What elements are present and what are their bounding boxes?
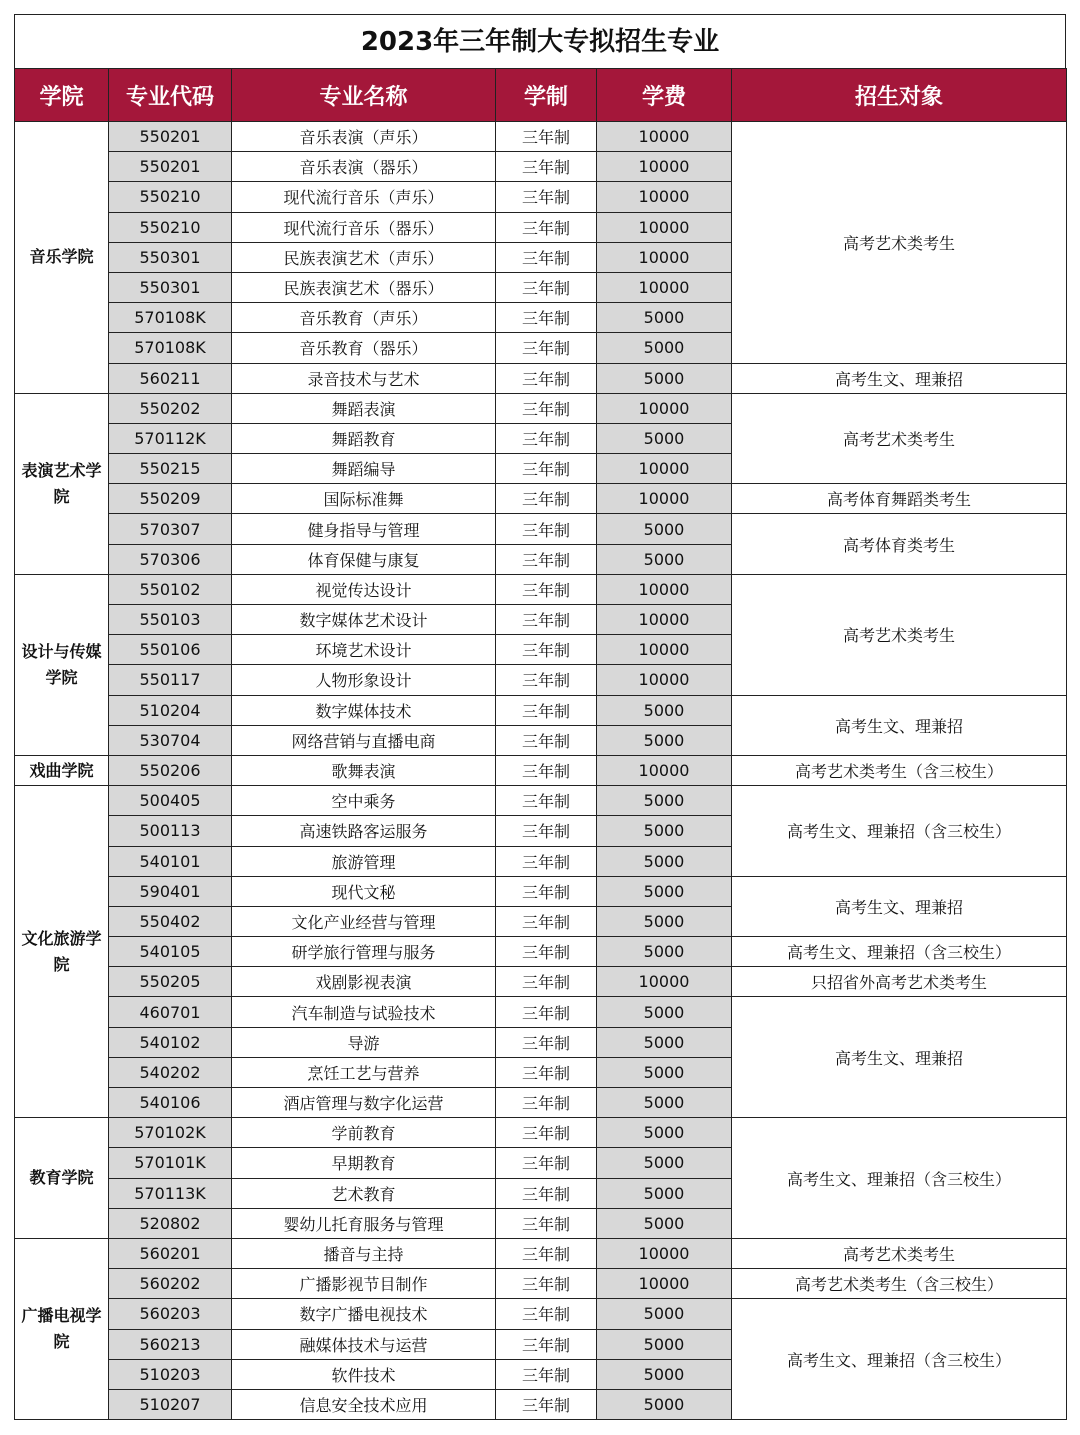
major-name-cell: 播音与主持 [232, 1238, 496, 1268]
major-code-cell: 550117 [109, 665, 232, 695]
duration-cell: 三年制 [496, 997, 597, 1027]
table-row [15, 484, 1067, 514]
tuition-cell: 5000 [597, 906, 732, 936]
tuition-cell: 5000 [597, 1027, 732, 1057]
table-row [15, 122, 1067, 152]
major-name-cell: 学前教育 [232, 1118, 496, 1148]
duration-cell: 三年制 [496, 514, 597, 544]
target-group-cell: 高考体育舞蹈类考生 [732, 484, 1067, 514]
major-name-cell: 研学旅行管理与服务 [232, 937, 496, 967]
major-name-cell: 旅游管理 [232, 846, 496, 876]
header-duration: 学制 [496, 69, 597, 122]
major-name-cell: 婴幼儿托育服务与管理 [232, 1208, 496, 1238]
duration-cell: 三年制 [496, 967, 597, 997]
duration-cell: 三年制 [496, 423, 597, 453]
table-row [15, 937, 1067, 967]
tuition-cell: 5000 [597, 1208, 732, 1238]
major-name-cell: 民族表演艺术（器乐） [232, 272, 496, 302]
duration-cell: 三年制 [496, 876, 597, 906]
major-name-cell: 舞蹈表演 [232, 393, 496, 423]
table-body [15, 122, 1067, 1420]
major-code-cell: 570113K [109, 1178, 232, 1208]
target-group-cell: 高考艺术类考生（含三校生） [732, 755, 1067, 785]
major-code-cell: 550201 [109, 152, 232, 182]
table-row [15, 363, 1067, 393]
tuition-cell: 5000 [597, 725, 732, 755]
duration-cell: 三年制 [496, 303, 597, 333]
major-name-cell: 酒店管理与数字化运营 [232, 1088, 496, 1118]
table-row [15, 1269, 1067, 1299]
major-code-cell: 540105 [109, 937, 232, 967]
target-group-cell: 高考生文、理兼招（含三校生） [732, 937, 1067, 967]
tuition-cell: 5000 [597, 1057, 732, 1087]
major-name-cell: 艺术教育 [232, 1178, 496, 1208]
major-name-cell: 高速铁路客运服务 [232, 816, 496, 846]
major-name-cell: 人物形象设计 [232, 665, 496, 695]
target-group-cell: 高考生文、理兼招（含三校生） [732, 786, 1067, 877]
major-name-cell: 现代文秘 [232, 876, 496, 906]
duration-cell: 三年制 [496, 272, 597, 302]
major-name-cell: 烹饪工艺与营养 [232, 1057, 496, 1087]
major-code-cell: 550102 [109, 574, 232, 604]
tuition-cell: 5000 [597, 786, 732, 816]
major-name-cell: 音乐表演（声乐） [232, 122, 496, 152]
tuition-cell: 5000 [597, 937, 732, 967]
major-name-cell: 国际标准舞 [232, 484, 496, 514]
major-code-cell: 460701 [109, 997, 232, 1027]
duration-cell: 三年制 [496, 1359, 597, 1389]
major-name-cell: 音乐教育（器乐） [232, 333, 496, 363]
duration-cell: 三年制 [496, 1148, 597, 1178]
tuition-cell: 5000 [597, 1178, 732, 1208]
major-name-cell: 健身指导与管理 [232, 514, 496, 544]
document-title: 2023年三年制大专拟招生专业 [14, 14, 1066, 68]
major-code-cell: 550301 [109, 272, 232, 302]
tuition-cell: 5000 [597, 846, 732, 876]
major-name-cell: 舞蹈编导 [232, 454, 496, 484]
major-name-cell: 广播影视节目制作 [232, 1269, 496, 1299]
target-group-cell: 高考艺术类考生 [732, 1238, 1067, 1268]
major-code-cell: 510204 [109, 695, 232, 725]
tuition-cell: 5000 [597, 695, 732, 725]
tuition-cell: 5000 [597, 1088, 732, 1118]
duration-cell: 三年制 [496, 1329, 597, 1359]
duration-cell: 三年制 [496, 1238, 597, 1268]
header-tuition: 学费 [597, 69, 732, 122]
major-name-cell: 数字媒体技术 [232, 695, 496, 725]
target-group-cell: 高考艺术类考生 [732, 393, 1067, 484]
header-college: 学院 [15, 69, 109, 122]
table-row [15, 1299, 1067, 1329]
tuition-cell: 5000 [597, 1359, 732, 1389]
major-name-cell: 歌舞表演 [232, 755, 496, 785]
major-code-cell: 520802 [109, 1208, 232, 1238]
tuition-cell: 10000 [597, 212, 732, 242]
duration-cell: 三年制 [496, 1269, 597, 1299]
duration-cell: 三年制 [496, 816, 597, 846]
tuition-cell: 5000 [597, 1118, 732, 1148]
tuition-cell: 5000 [597, 1329, 732, 1359]
major-code-cell: 560211 [109, 363, 232, 393]
target-group-cell: 高考艺术类考生（含三校生） [732, 1269, 1067, 1299]
duration-cell: 三年制 [496, 695, 597, 725]
duration-cell: 三年制 [496, 1389, 597, 1419]
duration-cell: 三年制 [496, 242, 597, 272]
major-code-cell: 540106 [109, 1088, 232, 1118]
major-code-cell: 590401 [109, 876, 232, 906]
major-code-cell: 550210 [109, 182, 232, 212]
major-name-cell: 录音技术与艺术 [232, 363, 496, 393]
major-name-cell: 现代流行音乐（声乐） [232, 182, 496, 212]
duration-cell: 三年制 [496, 755, 597, 785]
enrollment-document [14, 14, 1066, 1420]
major-code-cell: 550202 [109, 393, 232, 423]
duration-cell: 三年制 [496, 665, 597, 695]
tuition-cell: 10000 [597, 1238, 732, 1268]
tuition-cell: 5000 [597, 1299, 732, 1329]
tuition-cell: 10000 [597, 122, 732, 152]
table-row [15, 514, 1067, 544]
tuition-cell: 5000 [597, 1148, 732, 1178]
major-name-cell: 网络营销与直播电商 [232, 725, 496, 755]
table-row [15, 997, 1067, 1027]
major-name-cell: 音乐表演（器乐） [232, 152, 496, 182]
tuition-cell: 10000 [597, 635, 732, 665]
target-group-cell: 只招省外高考艺术类考生 [732, 967, 1067, 997]
major-code-cell: 560202 [109, 1269, 232, 1299]
major-code-cell: 550103 [109, 605, 232, 635]
table-header-row [15, 69, 1067, 122]
tuition-cell: 10000 [597, 605, 732, 635]
major-code-cell: 570102K [109, 1118, 232, 1148]
duration-cell: 三年制 [496, 1118, 597, 1148]
major-code-cell: 560203 [109, 1299, 232, 1329]
tuition-cell: 10000 [597, 393, 732, 423]
duration-cell: 三年制 [496, 333, 597, 363]
target-group-cell: 高考生文、理兼招 [732, 363, 1067, 393]
duration-cell: 三年制 [496, 1088, 597, 1118]
major-code-cell: 550210 [109, 212, 232, 242]
tuition-cell: 10000 [597, 1269, 732, 1299]
duration-cell: 三年制 [496, 906, 597, 936]
table-row [15, 876, 1067, 906]
duration-cell: 三年制 [496, 786, 597, 816]
duration-cell: 三年制 [496, 574, 597, 604]
table-row [15, 1118, 1067, 1148]
major-name-cell: 导游 [232, 1027, 496, 1057]
major-name-cell: 戏剧影视表演 [232, 967, 496, 997]
target-group-cell: 高考生文、理兼招（含三校生） [732, 1299, 1067, 1420]
duration-cell: 三年制 [496, 122, 597, 152]
tuition-cell: 10000 [597, 272, 732, 302]
college-name-cell: 音乐学院 [15, 122, 109, 394]
major-name-cell: 数字广播电视技术 [232, 1299, 496, 1329]
major-name-cell: 体育保健与康复 [232, 544, 496, 574]
tuition-cell: 5000 [597, 997, 732, 1027]
college-name-cell: 广播电视学院 [15, 1238, 109, 1419]
tuition-cell: 10000 [597, 574, 732, 604]
duration-cell: 三年制 [496, 212, 597, 242]
major-name-cell: 汽车制造与试验技术 [232, 997, 496, 1027]
tuition-cell: 5000 [597, 423, 732, 453]
duration-cell: 三年制 [496, 182, 597, 212]
table-row [15, 755, 1067, 785]
duration-cell: 三年制 [496, 454, 597, 484]
major-code-cell: 510203 [109, 1359, 232, 1389]
header-major-name: 专业名称 [232, 69, 496, 122]
major-code-cell: 550205 [109, 967, 232, 997]
major-code-cell: 560213 [109, 1329, 232, 1359]
major-code-cell: 550106 [109, 635, 232, 665]
major-code-cell: 500405 [109, 786, 232, 816]
table-row [15, 967, 1067, 997]
tuition-cell: 5000 [597, 1389, 732, 1419]
college-name-cell: 表演艺术学院 [15, 393, 109, 574]
target-group-cell: 高考体育类考生 [732, 514, 1067, 574]
table-row [15, 786, 1067, 816]
major-name-cell: 信息安全技术应用 [232, 1389, 496, 1419]
major-name-cell: 视觉传达设计 [232, 574, 496, 604]
duration-cell: 三年制 [496, 484, 597, 514]
table-row [15, 695, 1067, 725]
major-code-cell: 540102 [109, 1027, 232, 1057]
major-code-cell: 570306 [109, 544, 232, 574]
duration-cell: 三年制 [496, 605, 597, 635]
major-code-cell: 570108K [109, 303, 232, 333]
duration-cell: 三年制 [496, 1299, 597, 1329]
tuition-cell: 10000 [597, 454, 732, 484]
duration-cell: 三年制 [496, 635, 597, 665]
major-name-cell: 环境艺术设计 [232, 635, 496, 665]
table-row [15, 1238, 1067, 1268]
duration-cell: 三年制 [496, 393, 597, 423]
tuition-cell: 5000 [597, 333, 732, 363]
duration-cell: 三年制 [496, 363, 597, 393]
table-row [15, 574, 1067, 604]
tuition-cell: 5000 [597, 514, 732, 544]
target-group-cell: 高考生文、理兼招（含三校生） [732, 1118, 1067, 1239]
major-name-cell: 音乐教育（声乐） [232, 303, 496, 333]
tuition-cell: 10000 [597, 242, 732, 272]
tuition-cell: 5000 [597, 876, 732, 906]
tuition-cell: 5000 [597, 816, 732, 846]
major-name-cell: 早期教育 [232, 1148, 496, 1178]
major-name-cell: 数字媒体艺术设计 [232, 605, 496, 635]
target-group-cell: 高考生文、理兼招 [732, 997, 1067, 1118]
major-code-cell: 550215 [109, 454, 232, 484]
duration-cell: 三年制 [496, 1057, 597, 1087]
duration-cell: 三年制 [496, 1208, 597, 1238]
major-code-cell: 550209 [109, 484, 232, 514]
major-name-cell: 融媒体技术与运营 [232, 1329, 496, 1359]
tuition-cell: 5000 [597, 303, 732, 333]
target-group-cell: 高考艺术类考生 [732, 574, 1067, 695]
duration-cell: 三年制 [496, 725, 597, 755]
major-code-cell: 570112K [109, 423, 232, 453]
tuition-cell: 10000 [597, 665, 732, 695]
duration-cell: 三年制 [496, 152, 597, 182]
major-code-cell: 550201 [109, 122, 232, 152]
major-name-cell: 民族表演艺术（声乐） [232, 242, 496, 272]
major-code-cell: 570108K [109, 333, 232, 363]
major-code-cell: 560201 [109, 1238, 232, 1268]
duration-cell: 三年制 [496, 1027, 597, 1057]
major-code-cell: 540202 [109, 1057, 232, 1087]
header-major-code: 专业代码 [109, 69, 232, 122]
major-name-cell: 现代流行音乐（器乐） [232, 212, 496, 242]
college-name-cell: 戏曲学院 [15, 755, 109, 785]
target-group-cell: 高考艺术类考生 [732, 122, 1067, 364]
tuition-cell: 10000 [597, 484, 732, 514]
major-code-cell: 500113 [109, 816, 232, 846]
majors-table [14, 68, 1067, 1420]
major-name-cell: 软件技术 [232, 1359, 496, 1389]
major-code-cell: 570101K [109, 1148, 232, 1178]
college-name-cell: 文化旅游学院 [15, 786, 109, 1118]
tuition-cell: 10000 [597, 152, 732, 182]
major-code-cell: 510207 [109, 1389, 232, 1419]
duration-cell: 三年制 [496, 937, 597, 967]
duration-cell: 三年制 [496, 846, 597, 876]
college-name-cell: 教育学院 [15, 1118, 109, 1239]
major-code-cell: 550206 [109, 755, 232, 785]
target-group-cell: 高考生文、理兼招 [732, 876, 1067, 936]
college-name-cell: 设计与传媒学院 [15, 574, 109, 755]
tuition-cell: 10000 [597, 967, 732, 997]
major-code-cell: 540101 [109, 846, 232, 876]
major-code-cell: 570307 [109, 514, 232, 544]
tuition-cell: 5000 [597, 363, 732, 393]
tuition-cell: 5000 [597, 544, 732, 574]
header-target: 招生对象 [732, 69, 1067, 122]
major-name-cell: 舞蹈教育 [232, 423, 496, 453]
duration-cell: 三年制 [496, 544, 597, 574]
tuition-cell: 10000 [597, 182, 732, 212]
major-code-cell: 530704 [109, 725, 232, 755]
target-group-cell: 高考生文、理兼招 [732, 695, 1067, 755]
tuition-cell: 10000 [597, 755, 732, 785]
major-name-cell: 文化产业经营与管理 [232, 906, 496, 936]
major-code-cell: 550301 [109, 242, 232, 272]
major-name-cell: 空中乘务 [232, 786, 496, 816]
major-code-cell: 550402 [109, 906, 232, 936]
duration-cell: 三年制 [496, 1178, 597, 1208]
table-row [15, 393, 1067, 423]
